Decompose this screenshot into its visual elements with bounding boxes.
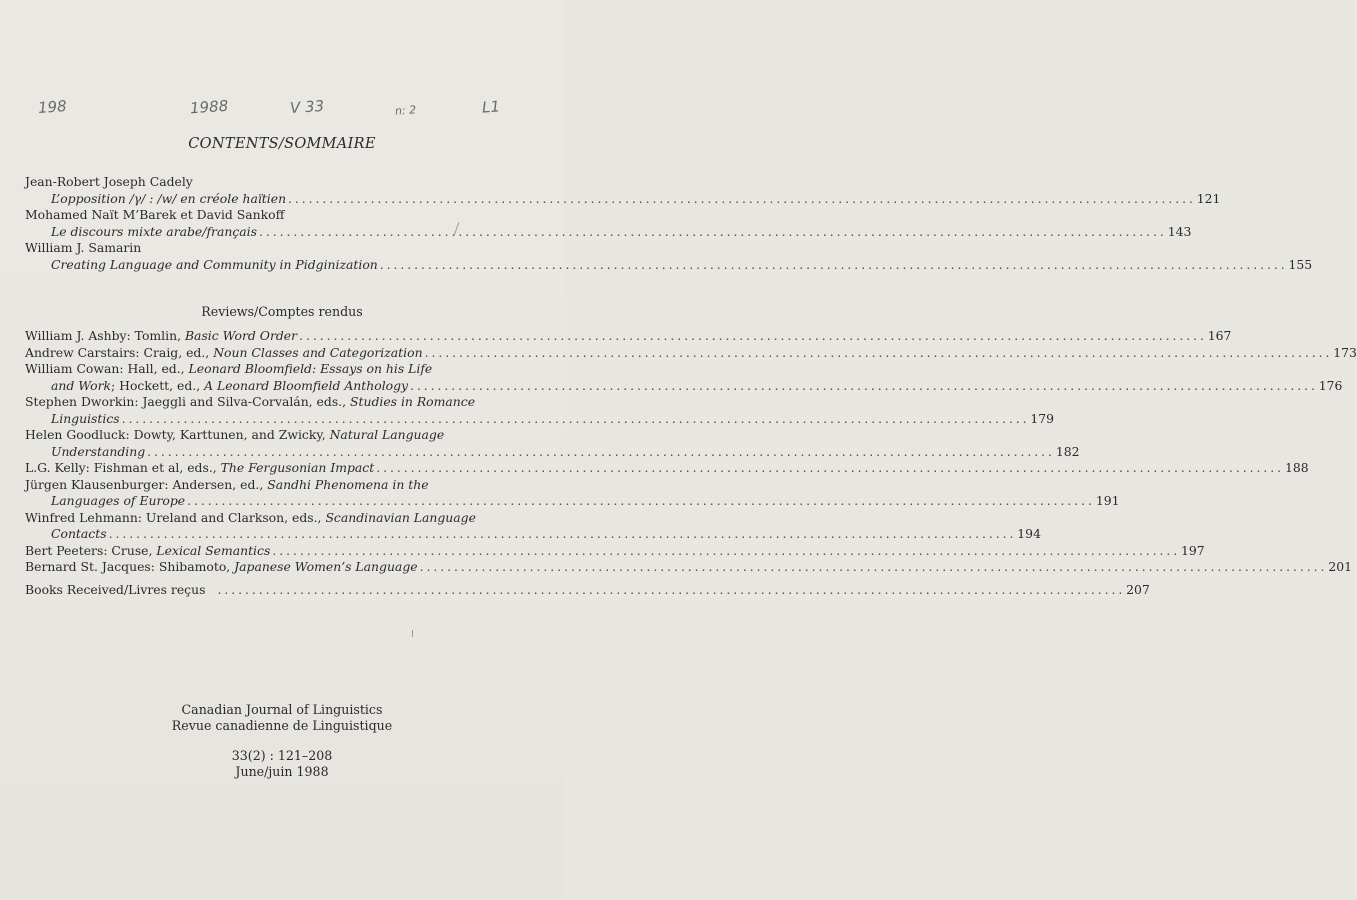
- handwritten-note: V 33: [289, 96, 325, 118]
- reviewed-title: The Fergusonian Impact: [220, 460, 375, 475]
- review-entry-continued[interactable]: [25, 410, 1055, 428]
- review-text: [25, 477, 429, 494]
- handwritten-note: n: 2: [394, 103, 417, 118]
- journal-footer: [0, 702, 564, 780]
- author-name: Mohamed Naït M’Barek et David Sankoff: [25, 207, 285, 222]
- reviewed-title: Understanding: [51, 443, 146, 459]
- reviewed-title: Natural Language: [329, 427, 445, 442]
- issue-pages: 33(2) : 121–208: [231, 748, 333, 763]
- reviewed-title: Contacts: [51, 526, 107, 541]
- pen-mark: [412, 630, 413, 637]
- review-text: [51, 378, 408, 395]
- reviewer-info: Stephen Dworkin: Jaeggli and Silva-Corvalán, eds.,: [25, 394, 350, 409]
- journal-name-en: Canadian Journal of Linguistics: [181, 702, 383, 717]
- reviews-heading: Reviews/Comptes rendus: [201, 304, 363, 319]
- reviewed-title: Sandhi Phenomena in the: [267, 476, 429, 492]
- books-received-row: [25, 582, 1150, 599]
- reviewed-title: Scandinavian Language: [325, 509, 476, 525]
- article-author: [25, 174, 500, 191]
- review-entry[interactable]: [25, 361, 500, 378]
- reviewed-title: Languages of Europe: [51, 493, 186, 508]
- articles-list: [25, 174, 1313, 273]
- handwritten-note: 1988: [189, 96, 229, 118]
- reviewed-title: Lexical Semantics: [156, 542, 271, 558]
- dot-leader: [376, 460, 1280, 477]
- reviewer-info: Helen Goodluck: Dowty, Karttunen, and Zwicky,: [25, 427, 330, 442]
- review-entry-continued[interactable]: [25, 377, 1343, 395]
- dot-leader: [187, 493, 1091, 510]
- review-entry-continued[interactable]: [25, 443, 1080, 461]
- reviewed-title: Basic Word Order: [184, 328, 298, 343]
- review-text: [25, 427, 444, 444]
- reviewer-info: Winfred Lehmann: Ureland and Clarkson, eds.,: [25, 509, 326, 525]
- page-number: 188: [1284, 460, 1309, 475]
- page-number: 191: [1095, 493, 1120, 508]
- dot-leader: [425, 345, 1329, 362]
- review-entry[interactable]: [25, 460, 1309, 477]
- review-text: [25, 543, 270, 560]
- review-text: [25, 510, 476, 527]
- author-name: Jean-Robert Joseph Cadely: [25, 174, 193, 189]
- article-entry[interactable]: [25, 223, 1192, 241]
- reviews-list: [25, 328, 1357, 576]
- article-title: Le discours mixte arabe/français: [51, 223, 257, 239]
- reviewer-info: Andrew Carstairs: Craig, ed.,: [25, 344, 214, 360]
- reviewed-title: A Leonard Bloomfield Anthology: [204, 377, 409, 393]
- review-entry[interactable]: [25, 328, 1232, 345]
- page-title: CONTENTS/SOMMAIRE: [188, 136, 376, 152]
- reviewer-info: Bernard St. Jacques: Shibamoto,: [25, 559, 235, 574]
- reviewer-info: Bert Peeters: Cruse,: [25, 542, 157, 558]
- page-number: 167: [1207, 328, 1232, 343]
- dot-leader: [259, 224, 1163, 241]
- review-entry[interactable]: [25, 344, 1357, 362]
- handwritten-note: 198: [37, 97, 68, 117]
- handwritten-note: L1: [481, 97, 501, 117]
- reviewer-info: ; Hockett, ed.,: [111, 377, 205, 393]
- books-received-label: Books Received/Livres reçus: [25, 582, 206, 597]
- page-number: 182: [1055, 443, 1080, 459]
- review-entry-continued[interactable]: [25, 493, 1120, 510]
- review-entry[interactable]: [25, 542, 1205, 560]
- dot-leader: [299, 328, 1203, 345]
- page-number: 121: [1196, 190, 1221, 206]
- page-number: 194: [1017, 526, 1041, 541]
- review-text: [25, 361, 432, 378]
- page-number: 155: [1288, 256, 1313, 272]
- page-number: 207: [1126, 582, 1150, 597]
- review-text: [25, 559, 418, 576]
- article-author: [25, 240, 500, 257]
- reviewed-title: Noun Classes and Categorization: [213, 344, 423, 360]
- reviewer-info: William J. Ashby: Tomlin,: [25, 328, 185, 343]
- article-title: Creating Language and Community in Pidginization: [51, 256, 378, 272]
- dot-leader: [420, 559, 1324, 576]
- article-entry[interactable]: [25, 256, 1313, 274]
- author-name: William J. Samarin: [25, 240, 142, 255]
- review-text: [25, 328, 297, 345]
- dot-leader: [122, 411, 1026, 428]
- review-entry[interactable]: [25, 394, 500, 411]
- page-number: 143: [1167, 223, 1192, 239]
- reviewed-title: Linguistics: [51, 410, 120, 426]
- article-title: L’opposition /γ/ : /w/ en créole haïtien: [51, 190, 287, 206]
- dot-leader: [272, 543, 1176, 560]
- page-number: 201: [1328, 559, 1352, 574]
- reviewed-title: and Work: [51, 377, 112, 393]
- review-text: [51, 411, 120, 428]
- review-entry[interactable]: [25, 427, 500, 444]
- reviewer-info: L.G. Kelly: Fishman et al, eds.,: [25, 460, 221, 475]
- reviewed-title: Leonard Bloomfield: Essays on his Life: [188, 361, 433, 376]
- books-received-entry[interactable]: [25, 582, 1150, 599]
- reviewer-info: Jürgen Klausenburger: Andersen, ed.,: [25, 476, 268, 492]
- dot-leader: [288, 191, 1192, 208]
- review-text: [51, 526, 107, 543]
- issue-date: June/juin 1988: [235, 764, 329, 779]
- review-entry[interactable]: [25, 559, 1352, 576]
- dot-leader: [217, 582, 1121, 599]
- journal-name-fr: Revue canadienne de Linguistique: [171, 718, 393, 733]
- review-text: [51, 444, 145, 461]
- review-text: [51, 493, 185, 510]
- review-text: [25, 394, 475, 411]
- review-text: [25, 345, 423, 362]
- review-entry[interactable]: [25, 510, 500, 527]
- page-number: 179: [1030, 410, 1055, 426]
- page-number: 197: [1181, 542, 1205, 558]
- review-entry[interactable]: [25, 477, 500, 494]
- dot-leader: [147, 444, 1051, 461]
- page-number: 173: [1333, 344, 1357, 360]
- dot-leader: [410, 378, 1314, 395]
- reviewed-title: Japanese Women’s Language: [234, 559, 418, 574]
- dot-leader: [109, 526, 1013, 543]
- article-entry[interactable]: [25, 190, 1221, 208]
- article-author: [25, 207, 500, 224]
- reviewer-info: William Cowan: Hall, ed.,: [25, 361, 189, 376]
- review-entry-continued[interactable]: [25, 526, 1041, 543]
- review-text: [25, 460, 374, 477]
- dot-leader: [380, 257, 1284, 274]
- page-number: 176: [1318, 377, 1343, 393]
- reviewed-title: Studies in Romance: [350, 394, 476, 409]
